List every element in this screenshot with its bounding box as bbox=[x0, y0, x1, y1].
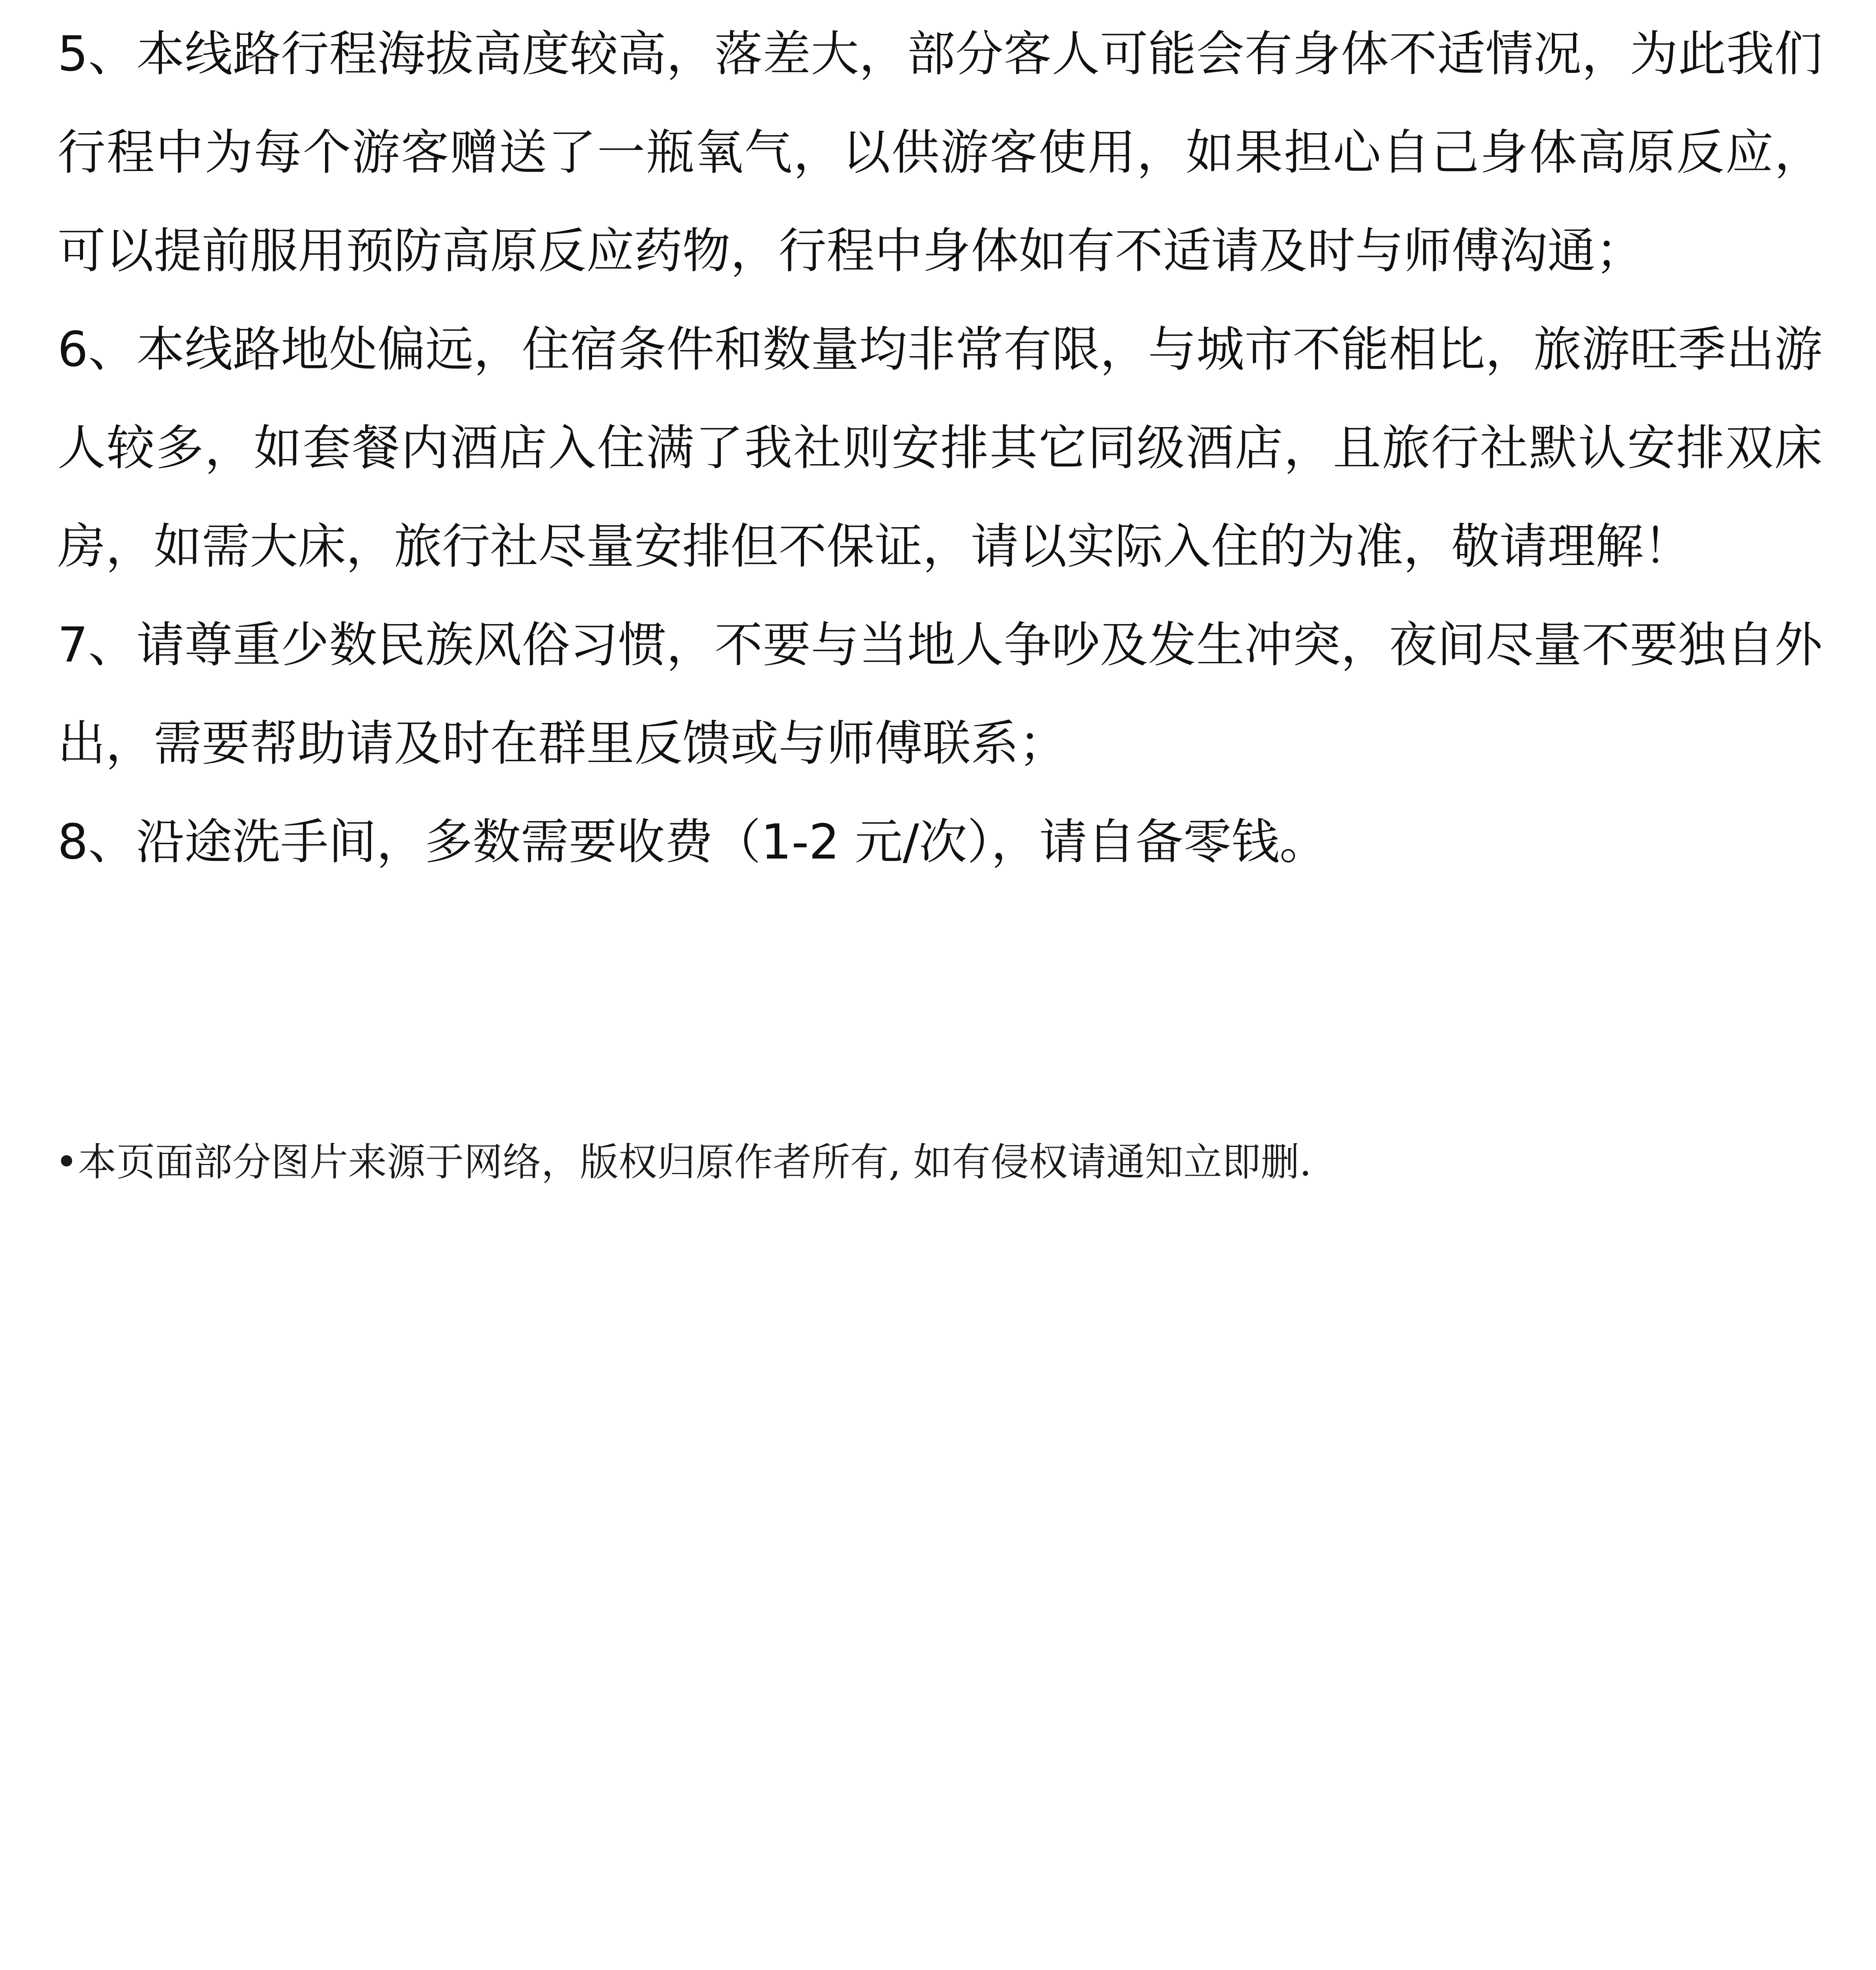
note-item-7: 7、请尊重少数民族风俗习惯，不要与当地人争吵及发生冲突，夜间尽量不要独自外出，需要帮助请及时在群里反馈或与师傅联系； bbox=[58, 617, 1822, 771]
note-item-5: 5、本线路行程海拔高度较高，落差大，部分客人可能会有身体不适情况，为此我们行程中为每个游客赠送了一瓶氧气，以供游客使用，如果担心自己身体高原反应，可以提前服用预防高原反应药物，行程中身体如有不适请及时与师傅沟通； bbox=[58, 26, 1822, 279]
travel-notes bbox=[58, 5, 1822, 891]
copyright-disclaimer: •本页面部分图片来源于网络，版权归原作者所有, 如有侵权请通知立即删. bbox=[55, 1140, 1312, 1185]
note-item-8: 8、沿途洗手间，多数需要收费（1-2 元/次），请自备零钱。 bbox=[58, 814, 1328, 870]
note-item-6: 6、本线路地处偏远，住宿条件和数量均非常有限，与城市不能相比，旅游旺季出游人较多，如套餐内酒店入住满了我社则安排其它同级酒店，且旅行社默认安排双床房，如需大床，旅行社尽量安排但不保证，请以实际入住的为准，敬请理解！ bbox=[58, 322, 1822, 574]
